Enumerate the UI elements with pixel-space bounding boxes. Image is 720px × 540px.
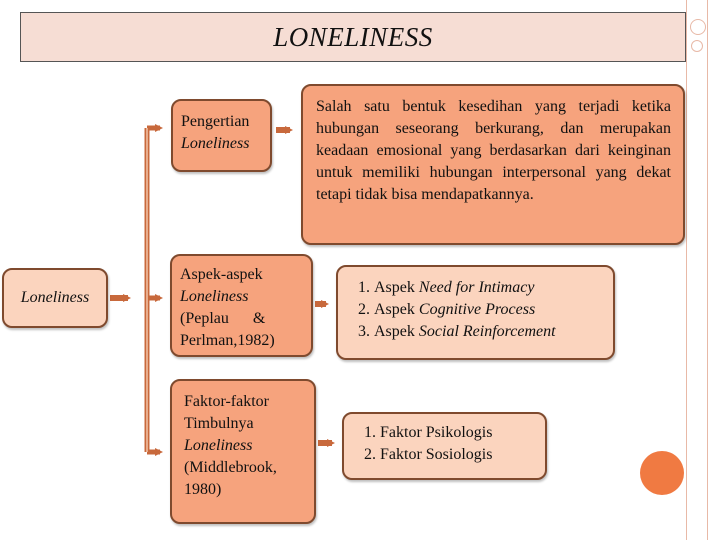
faktor-list-item: 2. Faktor Sosiologis [380,444,537,466]
title-text: LONELINESS [273,21,433,52]
pengertian-line2: Loneliness [181,135,250,152]
faktor-line1: Faktor-faktor [184,393,269,410]
aspek-list-item: 2. Aspek Cognitive Process [374,299,605,321]
aspek-list-item: 3. Aspek Social Reinforcement [374,321,605,343]
aspek-line4: Perlman,1982) [180,332,275,349]
definition-text: Salah satu bentuk kesedihan yang terjadi ketika hubungan seseorang berkurang, dan merupakan keadaan emosional yang berdasarkan dari keinginan untuk memiliki hubungan interpersonal yang dekat tetapi tidak bisa mendapatkannya. [316,98,671,203]
faktor-list-item: 1. Faktor Psikologis [380,422,537,444]
branch-aspek-box [170,254,313,357]
faktor-line3: Loneliness [184,437,253,454]
branch-pengertian-box [171,99,272,172]
pengertian-line1: Pengertian [181,113,250,130]
aspek-list-box [336,265,615,360]
faktor-line4: (Middlebrook, [184,459,277,476]
root-label: Loneliness [20,289,90,306]
faktor-line2: Timbulnya [184,415,254,432]
aspek-list-item: 1. Aspek Need for Intimacy [374,277,605,299]
aspek-list [348,277,605,343]
definition-box [301,84,685,245]
aspek-line2: Loneliness [180,288,249,305]
root-node-box [2,268,108,328]
faktor-line5: 1980) [184,481,222,498]
aspek-line3: (Peplau & [180,310,266,327]
faktor-list [354,422,537,466]
branch-faktor-box [170,379,316,524]
faktor-list-box [342,412,547,480]
aspek-line1: Aspek-aspek [180,266,263,283]
